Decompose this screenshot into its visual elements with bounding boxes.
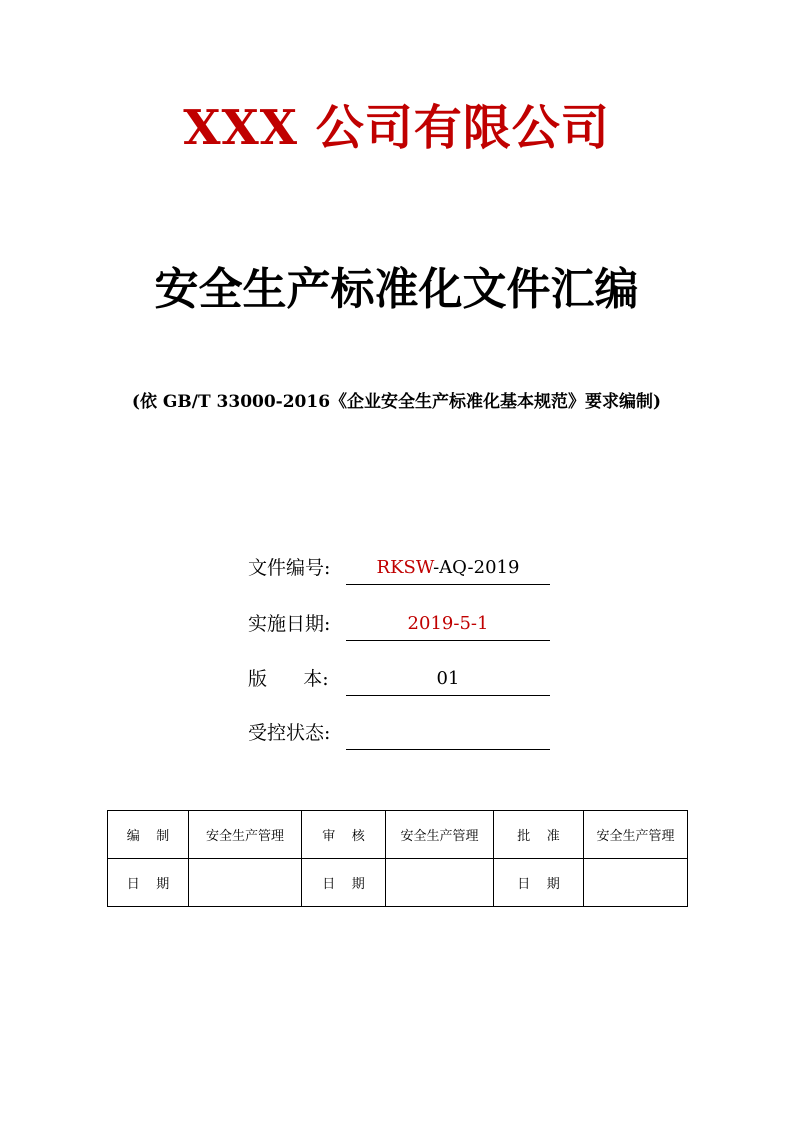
approve-date-label: 日 期 <box>494 859 584 907</box>
compile-dept: 安全生产管理 <box>189 811 302 859</box>
version-field <box>248 662 558 696</box>
signoff-table <box>107 810 688 907</box>
control-status-field <box>248 716 558 750</box>
review-date-value <box>386 859 494 907</box>
doc-number-prefix: RKSW <box>376 557 434 578</box>
approve-date-value <box>584 859 688 907</box>
impl-date-field <box>248 607 558 641</box>
doc-number-suffix: -AQ-2019 <box>433 557 520 578</box>
compile-label: 编 制 <box>108 811 189 859</box>
impl-date-label: 实施日期: <box>248 613 331 635</box>
doc-number-field <box>248 551 558 585</box>
signoff-row-dates <box>108 859 688 907</box>
control-status-value <box>346 717 550 750</box>
review-date-label: 日 期 <box>302 859 386 907</box>
review-label: 审 核 <box>302 811 386 859</box>
doc-number-value <box>346 552 550 585</box>
impl-date-value: 2019-5-1 <box>346 608 550 641</box>
standard-basis: (依 GB/T 33000-2016《企业安全生产标准化基本规范》要求编制) <box>131 392 662 412</box>
version-value: 01 <box>346 663 550 696</box>
control-status-label: 受控状态: <box>248 722 331 744</box>
signoff-row-roles <box>108 811 688 859</box>
approve-label: 批 准 <box>494 811 584 859</box>
version-label: 版 本: <box>248 668 329 690</box>
compile-date-label: 日 期 <box>108 859 189 907</box>
compile-date-value <box>189 859 302 907</box>
company-name: XXX 公司有限公司 <box>183 100 610 156</box>
document-title: 安全生产标准化文件汇编 <box>154 264 639 315</box>
review-dept: 安全生产管理 <box>386 811 494 859</box>
approve-dept: 安全生产管理 <box>584 811 688 859</box>
doc-number-label: 文件编号: <box>248 557 331 579</box>
